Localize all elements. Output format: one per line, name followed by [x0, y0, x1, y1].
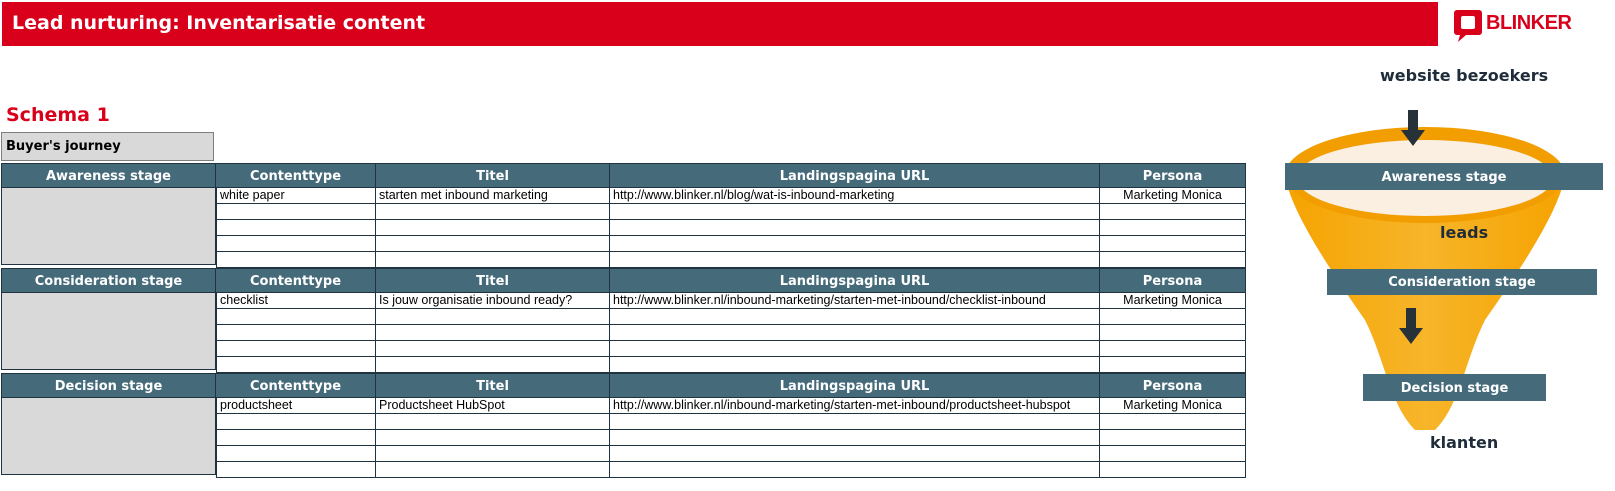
table-cell[interactable]: [610, 309, 1100, 325]
table-cell[interactable]: [1100, 446, 1246, 462]
stage-name-cell[interactable]: Consideration stage: [1, 268, 216, 293]
funnel-band-awareness: Awareness stage: [1285, 163, 1603, 190]
stage-name-cell[interactable]: Awareness stage: [1, 163, 216, 188]
column-header[interactable]: Persona: [1100, 163, 1246, 188]
funnel-klanten-label: klanten: [1430, 433, 1499, 452]
table-cell[interactable]: [376, 357, 610, 373]
table-row: [216, 309, 1246, 325]
table-cell[interactable]: [376, 462, 610, 478]
arrow-down-icon: [1408, 110, 1418, 130]
table-cell[interactable]: [610, 252, 1100, 268]
sheet-title: Lead nurturing: Inventarisatie content: [12, 12, 426, 34]
table-cell[interactable]: [216, 252, 376, 268]
funnel-band-decision: Decision stage: [1363, 374, 1546, 401]
table-cell[interactable]: [610, 341, 1100, 357]
table-cell[interactable]: [376, 430, 610, 446]
table-row: [216, 398, 1246, 414]
table-cell[interactable]: [610, 414, 1100, 430]
table-cell[interactable]: [216, 446, 376, 462]
column-header[interactable]: Titel: [376, 268, 610, 293]
table-cell[interactable]: [216, 325, 376, 341]
column-header[interactable]: Contenttype: [216, 268, 376, 293]
table-cell[interactable]: [376, 325, 610, 341]
table-row: [216, 252, 1246, 268]
table-row: [216, 446, 1246, 462]
table-cell[interactable]: [1100, 462, 1246, 478]
table-cell[interactable]: [376, 252, 610, 268]
table-cell[interactable]: Marketing Monica: [1100, 293, 1246, 309]
table-cell[interactable]: [610, 357, 1100, 373]
stage-header-row: [1, 163, 1246, 188]
stage-empty-cell[interactable]: [1, 398, 216, 475]
column-header[interactable]: Titel: [376, 163, 610, 188]
table-cell[interactable]: [1100, 252, 1246, 268]
stage-empty-cell[interactable]: [1, 188, 216, 265]
table-row: [216, 325, 1246, 341]
table-cell[interactable]: [376, 236, 610, 252]
table-cell[interactable]: [610, 325, 1100, 341]
table-cell[interactable]: [610, 446, 1100, 462]
table-cell[interactable]: white paper: [216, 188, 376, 204]
table-row: [216, 414, 1246, 430]
table-cell[interactable]: [376, 446, 610, 462]
table-cell[interactable]: [216, 357, 376, 373]
table-cell[interactable]: [376, 341, 610, 357]
funnel-band-consideration: Consideration stage: [1327, 269, 1597, 295]
column-header[interactable]: Persona: [1100, 268, 1246, 293]
table-cell[interactable]: http://www.blinker.nl/inbound-marketing/starten-met-inbound/productsheet-hubspot: [610, 398, 1100, 414]
table-cell[interactable]: [1100, 204, 1246, 220]
blinker-logo: [1452, 6, 1582, 44]
table-cell[interactable]: [610, 204, 1100, 220]
stage-block: [1, 163, 1246, 268]
schema-title: Schema 1: [6, 104, 110, 126]
table-cell[interactable]: [1100, 357, 1246, 373]
table-cell[interactable]: [1100, 430, 1246, 446]
table-cell[interactable]: [1100, 341, 1246, 357]
table-cell[interactable]: http://www.blinker.nl/blog/wat-is-inbound-marketing: [610, 188, 1100, 204]
table-cell[interactable]: [376, 220, 610, 236]
column-header[interactable]: Contenttype: [216, 373, 376, 398]
funnel-top-label: website bezoekers: [1380, 66, 1549, 85]
table-cell[interactable]: Marketing Monica: [1100, 398, 1246, 414]
stage-block: [1, 373, 1246, 478]
stage-header-row: [1, 373, 1246, 398]
table-cell[interactable]: [216, 204, 376, 220]
column-header[interactable]: Contenttype: [216, 163, 376, 188]
table-row: [216, 204, 1246, 220]
funnel-leads-label: leads: [1440, 223, 1489, 242]
speech-bubble-logo-icon: [1454, 8, 1484, 44]
table-cell[interactable]: [216, 341, 376, 357]
table-cell[interactable]: http://www.blinker.nl/inbound-marketing/starten-met-inbound/checklist-inbound: [610, 293, 1100, 309]
buyers-journey-cell[interactable]: Buyer's journey: [1, 132, 214, 161]
table-cell[interactable]: starten met inbound marketing: [376, 188, 610, 204]
table-row: [216, 341, 1246, 357]
stage-name-cell[interactable]: Decision stage: [1, 373, 216, 398]
table-cell[interactable]: [1100, 236, 1246, 252]
table-cell[interactable]: [610, 462, 1100, 478]
table-cell[interactable]: [610, 220, 1100, 236]
table-cell[interactable]: Marketing Monica: [1100, 188, 1246, 204]
table-cell[interactable]: [1100, 309, 1246, 325]
table-cell[interactable]: [216, 430, 376, 446]
table-cell[interactable]: [216, 220, 376, 236]
logo-text: BLINKER: [1486, 12, 1572, 34]
title-bar: [2, 2, 1438, 46]
column-header[interactable]: Landingspagina URL: [610, 373, 1100, 398]
table-row: [216, 293, 1246, 309]
table-cell[interactable]: Productsheet HubSpot: [376, 398, 610, 414]
table-cell[interactable]: [1100, 414, 1246, 430]
table-cell[interactable]: [216, 462, 376, 478]
table-row: [216, 430, 1246, 446]
arrow-down-icon-2: [1406, 308, 1416, 330]
table-cell[interactable]: [376, 309, 610, 325]
table-row: [216, 462, 1246, 478]
table-cell[interactable]: [1100, 220, 1246, 236]
table-row: [216, 220, 1246, 236]
table-row: [216, 236, 1246, 252]
table-cell[interactable]: [1100, 325, 1246, 341]
table-row: [216, 357, 1246, 373]
table-cell[interactable]: [610, 430, 1100, 446]
table-cell[interactable]: [216, 236, 376, 252]
stage-block: [1, 268, 1246, 373]
column-header[interactable]: Landingspagina URL: [610, 268, 1100, 293]
table-cell[interactable]: [216, 309, 376, 325]
table-row: [216, 188, 1246, 204]
table-cell[interactable]: [610, 236, 1100, 252]
stage-empty-cell[interactable]: [1, 293, 216, 370]
table-cell[interactable]: [216, 414, 376, 430]
table-cell[interactable]: [376, 204, 610, 220]
table-cell[interactable]: productsheet: [216, 398, 376, 414]
column-header[interactable]: Persona: [1100, 373, 1246, 398]
table-cell[interactable]: [376, 414, 610, 430]
column-header[interactable]: Titel: [376, 373, 610, 398]
stage-header-row: [1, 268, 1246, 293]
table-cell[interactable]: checklist: [216, 293, 376, 309]
table-cell[interactable]: Is jouw organisatie inbound ready?: [376, 293, 610, 309]
column-header[interactable]: Landingspagina URL: [610, 163, 1100, 188]
